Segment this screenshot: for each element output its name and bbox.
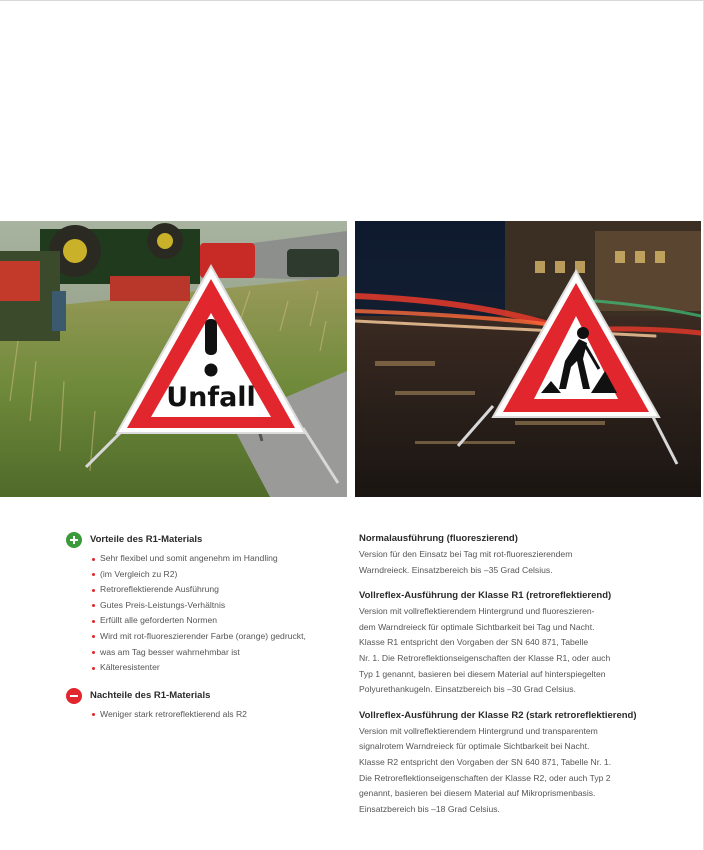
cons-heading: Nachteile des R1-Materials <box>90 689 211 701</box>
variant-text-line: Typ 1 genannt, basieren bei diesem Material auf hinterspiegelten <box>359 668 606 679</box>
variant-text-line: Version für den Einsatz bei Tag mit rot-fluoreszierendem <box>359 549 573 559</box>
top-border <box>0 0 704 1</box>
list-item-continuation <box>92 567 336 583</box>
list-item: Gutes Preis-Leistungs-Verhältnis <box>92 598 336 614</box>
photo-accident-sign <box>0 221 347 497</box>
variant-r1 <box>359 589 649 698</box>
list-item-text: was am Tag besser wahrnehmbar ist <box>100 646 240 657</box>
variant-text-line: Einsatzbereich bis –18 Grad Celsius. <box>359 803 500 814</box>
pros-header <box>66 532 336 548</box>
list-item: Weniger stark retroreflektierend als R2 <box>92 707 336 723</box>
list-item: Retroreflektierende Ausführung <box>92 582 336 598</box>
variant-normal <box>359 532 649 578</box>
list-item: Sehr flexibel und somit angenehm im Handling <box>92 551 336 567</box>
variant-heading: Vollreflex-Ausführung der Klasse R2 (stark retroreflektierend) <box>359 709 637 721</box>
list-item-text: (im Vergleich zu R2) <box>100 568 178 579</box>
variant-text-line: signalrotem Warndreieck für optimale Sichtbarkeit bei Nacht. <box>359 741 590 752</box>
pros-heading: Vorteile des R1-Materials <box>90 534 203 545</box>
variant-text-line: dem Warndreieck für optimale Sichtbarkeit bei Tag und Nacht. <box>359 621 595 632</box>
variant-text-line: Version mit vollreflektierendem Hintergrund und transparentem <box>359 725 598 736</box>
variant-heading: Normalausführung (fluoreszierend) <box>359 533 518 544</box>
minus-circle-icon <box>66 688 82 704</box>
variant-r2 <box>359 709 649 818</box>
sign-text: Unfall <box>166 382 256 413</box>
list-item: Erfüllt alle geforderten Normen <box>92 613 336 629</box>
variant-text-line: genannt, basieren bei diesem Material auf Mikroprismenbasis. <box>359 788 596 799</box>
plus-circle-icon <box>66 532 82 548</box>
photo-roadworks-sign-image <box>355 221 701 497</box>
variant-heading: Vollreflex-Ausführung der Klasse R1 (retroreflektierend) <box>359 590 612 602</box>
variant-text-line: Version mit vollreflektierendem Hintergrund und fluoreszieren- <box>359 606 595 617</box>
product-variants <box>359 532 649 828</box>
pros-list <box>92 551 336 676</box>
cons-header <box>66 688 336 704</box>
material-comparison <box>66 532 336 722</box>
list-item-continuation <box>92 645 336 661</box>
variant-text-line: Warndreieck. Einsatzbereich bis –35 Grad Celsius. <box>359 564 553 575</box>
photo-roadworks-sign <box>355 221 701 497</box>
variant-text-line: Polyurethankugeln. Einsatzbereich bis –30 Grad Celsius. <box>359 684 576 695</box>
variant-text-line: Klasse R1 entspricht den Vorgaben der SN 640 871, Tabelle <box>359 637 589 648</box>
variant-text-line: Klasse R2 entspricht den Vorgaben der SN 640 871, Tabelle Nr. 1. <box>359 756 612 767</box>
photo-accident-sign-image <box>0 221 347 497</box>
variant-text-line: Nr. 1. Die Retroreflektionseigenschaften der Klasse R1, oder auch <box>359 652 611 663</box>
cons-list <box>92 707 336 723</box>
variant-text-line: Die Retroreflektionseigenschaften der Klasse R2, oder auch Typ 2 <box>359 772 611 783</box>
list-item: Wird mit rot-fluoreszierender Farbe (orange) gedruckt, <box>92 629 336 645</box>
list-item: Kälteresistenter <box>92 660 336 676</box>
